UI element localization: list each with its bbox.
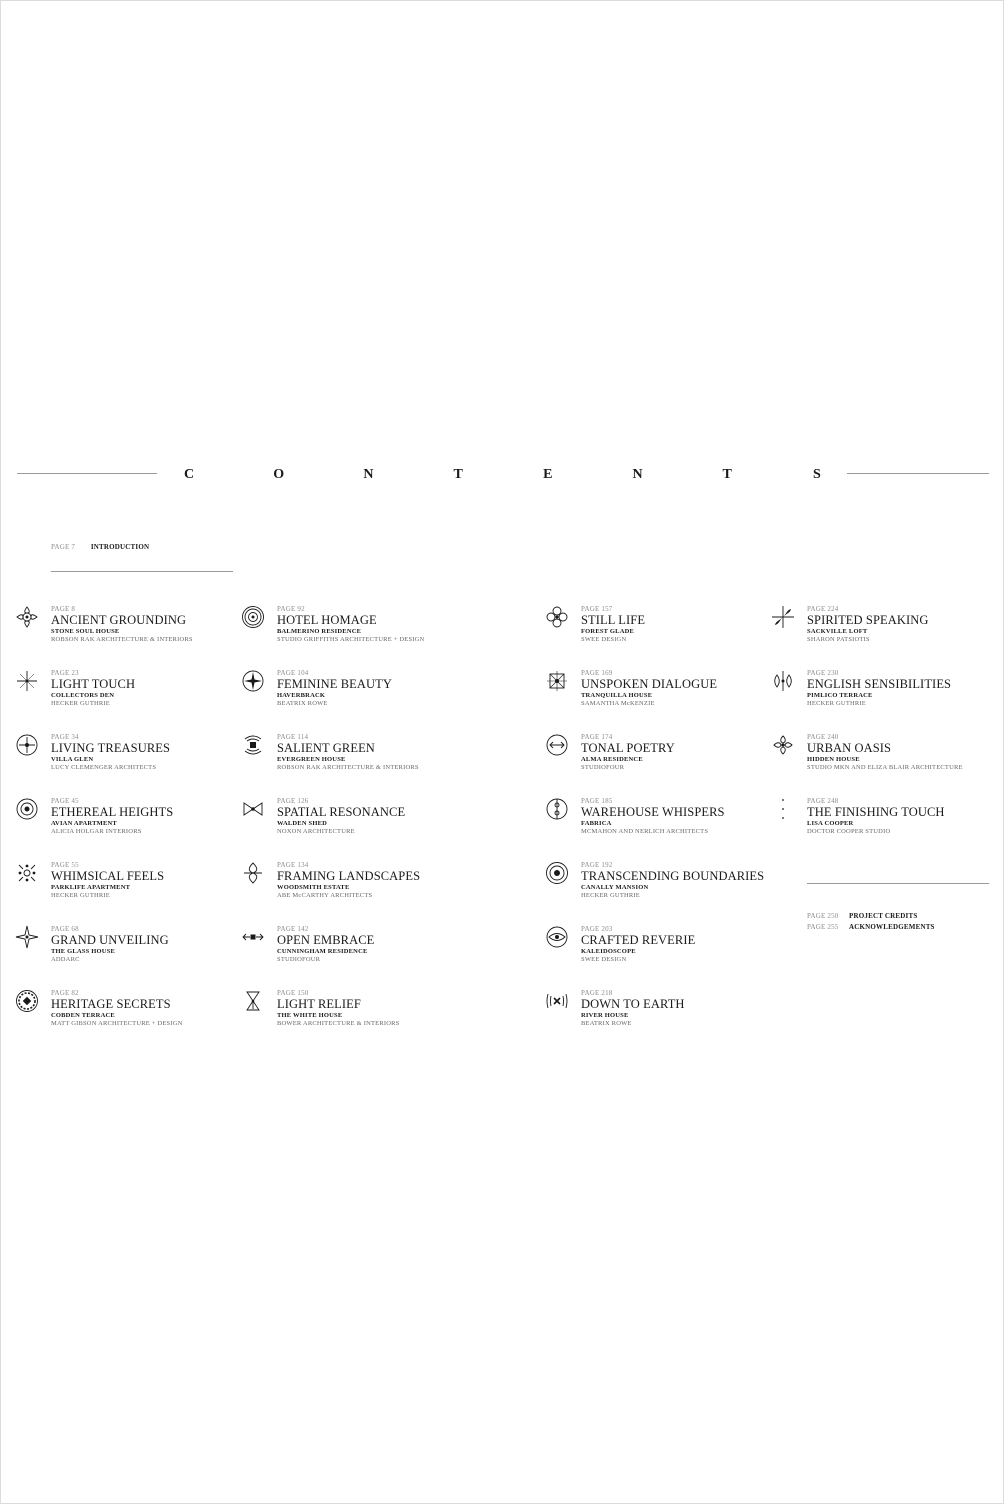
ornament-eye-icon [545,925,569,949]
ornament-leaf-icon [241,861,265,885]
ornament-arcs-icon [241,733,265,757]
entry-text [277,797,405,836]
entry-title: OPEN EMBRACE [277,933,375,947]
entry-text [51,925,169,964]
entry-text [277,669,392,708]
entry-text [277,925,374,964]
entry-page-number: PAGE 8 [51,605,76,613]
ornament-cross-leaf-icon [771,605,795,629]
entry-designer: STUDIOFOUR [581,764,625,771]
entry-title: HERITAGE SECRETS [51,997,171,1011]
contents-entry[interactable] [545,985,771,1049]
contents-column-1 [15,601,241,1049]
heading-letter: S [813,467,821,482]
entry-page-number: PAGE 134 [277,861,309,869]
ornament-sun-icon [15,797,39,821]
contents-entry[interactable] [771,665,997,729]
heading-letter: N [363,467,374,482]
entry-title: SALIENT GREEN [277,741,375,755]
entry-title: LIVING TREASURES [51,741,171,755]
entry-project-name: WALDEN SHED [277,820,328,827]
entry-designer: SAMANTHA McKENZIE [581,700,655,707]
heading-rule-left [17,473,157,474]
entry-designer: BEATRIX ROWE [581,1020,632,1027]
end-matter-label: PROJECT CREDITS [849,912,918,920]
entry-title: GRAND UNVEILING [51,933,169,947]
entry-page-number: PAGE 192 [581,861,613,869]
contents-entry[interactable] [545,665,771,729]
entry-page-number: PAGE 157 [581,605,613,613]
ornament-flower-icon [771,733,795,757]
ornament-bowtie-icon [241,797,265,821]
end-matter-rule [807,883,989,884]
entry-designer: MATT GIBSON ARCHITECTURE + DESIGN [51,1020,183,1027]
heading-letter: N [632,467,643,482]
entry-text [51,605,193,644]
contents-entry[interactable] [15,601,241,665]
entry-text [581,605,645,644]
entry-title: HOTEL HOMAGE [277,613,377,627]
entry-page-number: PAGE 68 [51,925,79,933]
entry-project-name: AVIAN APARTMENT [51,820,117,827]
entry-text [807,797,945,836]
contents-entry[interactable] [241,985,467,1049]
ornament-medallion-icon [241,605,265,629]
ornament-circle-star-icon [241,669,265,693]
entry-project-name: FABRICA [581,820,612,827]
entry-project-name: PIMLICO TERRACE [807,692,873,699]
entry-title: STILL LIFE [581,613,646,627]
contents-column-3 [545,601,771,1049]
entry-text [51,861,164,900]
entry-project-name: THE WHITE HOUSE [277,1012,343,1019]
entry-designer: ROBSON RAK ARCHITECTURE & INTERIORS [51,636,193,643]
ornament-lattice-icon [545,669,569,693]
entry-text [581,861,764,900]
end-matter-item[interactable] [807,922,935,933]
entry-project-name: HAVERBRACK [277,692,326,699]
entry-text [581,797,725,836]
contents-entry[interactable] [241,793,467,857]
entry-page-number: PAGE 23 [51,669,79,677]
entry-designer: HECKER GUTHRIE [581,892,640,899]
entry-designer: ADDARC [51,956,80,963]
entry-project-name: COBDEN TERRACE [51,1012,115,1019]
entry-title: ENGLISH SENSIBILITIES [807,677,952,691]
heading-letter: T [453,467,463,482]
entry-text [51,669,135,708]
entry-project-name: HIDDEN HOUSE [807,756,860,763]
end-matter-page: PAGE 250 [807,912,839,920]
contents-entry[interactable] [771,729,997,793]
entry-designer: LUCY CLEMENGER ARCHITECTS [51,764,157,771]
entry-project-name: EVERGREEN HOUSE [277,756,346,763]
entry-designer: SWEE DESIGN [581,956,627,963]
contents-entry[interactable] [771,601,997,665]
entry-text [277,605,424,644]
entry-title: FRAMING LANDSCAPES [277,869,421,883]
entry-title: TONAL POETRY [581,741,675,755]
ornament-compass-icon [15,925,39,949]
entry-designer: HECKER GUTHRIE [51,700,110,707]
ornament-arrows-icon [241,925,265,949]
ornament-circle-cross-icon [15,733,39,757]
ornament-star-icon [15,669,39,693]
entry-project-name: KALEIDOSCOPE [581,948,636,955]
entry-title: WAREHOUSE WHISPERS [581,805,725,819]
entry-page-number: PAGE 92 [277,605,305,613]
entry-project-name: BALMERINO RESIDENCE [277,628,362,635]
entry-page-number: PAGE 248 [807,797,839,805]
ornament-circle-lines-icon [545,797,569,821]
entry-project-name: LISA COOPER [807,820,854,827]
contents-entry[interactable] [241,601,467,665]
ornament-quatrefoil-icon [545,605,569,629]
end-matter-page: PAGE 255 [807,923,839,931]
ornament-target-icon [545,861,569,885]
ornament-rosette-icon [15,605,39,629]
entry-page-number: PAGE 82 [51,989,79,997]
contents-entry[interactable] [545,601,771,665]
entry-designer: STUDIO GRIFFITHS ARCHITECTURE + DESIGN [277,636,425,643]
end-matter-label: ACKNOWLEDGEMENTS [849,923,935,931]
ornament-tulips-icon [771,669,795,693]
entry-designer: NOXON ARCHITECTURE [277,828,355,835]
entry-project-name: WOODSMITH ESTATE [277,884,350,891]
entry-project-name: TRANQUILLA HOUSE [581,692,653,699]
entry-page-number: PAGE 224 [807,605,839,613]
entry-project-name: CANALLY MANSION [581,884,649,891]
entry-text [51,797,173,836]
contents-entry[interactable] [545,793,771,857]
ornament-burst-icon [545,989,569,1013]
entry-title: SPIRITED SPEAKING [807,613,929,627]
entry-text [807,669,951,708]
entry-designer: ABE McCARTHY ARCHITECTS [277,892,373,899]
entry-designer: MCMAHON AND NERLICH ARCHITECTS [581,828,709,835]
entry-title: ETHEREAL HEIGHTS [51,805,174,819]
entry-text [51,989,182,1028]
entry-page-number: PAGE 55 [51,861,79,869]
entry-designer: BOWER ARCHITECTURE & INTERIORS [277,1020,400,1027]
entry-text [807,605,929,644]
entry-designer: ROBSON RAK ARCHITECTURE & INTERIORS [277,764,419,771]
entry-page-number: PAGE 203 [581,925,613,933]
entry-text [807,733,963,772]
contents-entry[interactable] [771,793,997,857]
entry-designer: STUDIOFOUR [277,956,321,963]
entry-page-number: PAGE 104 [277,669,309,677]
entry-title: THE FINISHING TOUCH [807,805,945,819]
entry-page-number: PAGE 142 [277,925,309,933]
entry-project-name: VILLA GLEN [51,756,94,763]
end-matter-item[interactable] [807,911,935,922]
contents-entry[interactable] [241,729,467,793]
contents-entry[interactable] [15,985,241,1049]
entry-project-name: RIVER HOUSE [581,1012,629,1019]
ornament-dots-icon [15,861,39,885]
entry-project-name: STONE SOUL HOUSE [51,628,120,635]
entry-project-name: THE GLASS HOUSE [51,948,116,955]
entry-title: UNSPOKEN DIALOGUE [581,677,718,691]
entry-project-name: FOREST GLADE [581,628,635,635]
heading-letter: T [722,467,732,482]
entry-text [277,861,420,900]
entry-project-name: PARKLIFE APARTMENT [51,884,131,891]
entry-designer: HECKER GUTHRIE [51,892,110,899]
entry-text [581,989,685,1028]
intro-label: INTRODUCTION [90,543,150,551]
entry-page-number: PAGE 150 [277,989,309,997]
entry-title: ANCIENT GROUNDING [51,613,187,627]
contents-entry[interactable] [241,921,467,985]
entry-page-number: PAGE 45 [51,797,79,805]
ornament-seal-icon [15,989,39,1013]
entry-designer: BEATRIX ROWE [277,700,328,707]
entry-page-number: PAGE 218 [581,989,613,997]
entry-title: TRANSCENDING BOUNDARIES [581,869,765,883]
ornament-ring-arrows-icon [545,733,569,757]
entry-designer: ALICIA HOLGAR INTERIORS [51,828,142,835]
contents-column-2 [241,601,467,1049]
ornament-dots-vertical-icon [771,797,795,821]
entry-designer: STUDIO MKN AND ELIZA BLAIR ARCHITECTURE [807,764,963,771]
contents-entry[interactable] [241,665,467,729]
intro-page-number: PAGE 7 [51,543,76,551]
entry-page-number: PAGE 34 [51,733,79,741]
entry-title: URBAN OASIS [807,741,892,755]
end-matter-list [807,911,935,933]
entry-designer: SHARON PATSIOTIS [807,636,870,643]
entry-title: FEMININE BEAUTY [277,677,393,691]
entry-project-name: SACKVILLE LOFT [807,628,868,635]
entry-page-number: PAGE 126 [277,797,309,805]
entry-page-number: PAGE 174 [581,733,613,741]
contents-entry[interactable] [15,857,241,921]
entry-project-name: CUNNINGHAM RESIDENCE [277,948,368,955]
heading-letter: O [273,467,285,482]
entry-title: DOWN TO EARTH [581,997,685,1011]
entry-title: LIGHT RELIEF [277,997,361,1011]
entry-text [277,989,399,1028]
entry-text [581,733,675,772]
entry-page-number: PAGE 114 [277,733,309,741]
entry-title: LIGHT TOUCH [51,677,136,691]
entry-project-name: ALMA RESIDENCE [581,756,643,763]
contents-entry[interactable] [15,665,241,729]
contents-column-4 [771,601,997,857]
contents-heading [183,465,823,485]
contents-entry[interactable] [241,857,467,921]
entry-title: CRAFTED REVERIE [581,933,696,947]
contents-entry[interactable] [545,921,771,985]
heading-letter: C [183,467,195,482]
intro-entry[interactable] [51,543,149,552]
entry-project-name: COLLECTORS DEN [51,692,115,699]
entry-page-number: PAGE 230 [807,669,839,677]
entry-page-number: PAGE 169 [581,669,613,677]
heading-rule-right [847,473,989,474]
entry-text [51,733,170,772]
entry-page-number: PAGE 185 [581,797,613,805]
entry-designer: SWEE DESIGN [581,636,627,643]
entry-designer: DOCTOR COOPER STUDIO [807,828,891,835]
intro-rule [51,571,233,572]
contents-entry[interactable] [545,857,771,921]
contents-entry[interactable] [15,793,241,857]
entry-title: WHIMSICAL FEELS [51,869,165,883]
entry-designer: HECKER GUTHRIE [807,700,866,707]
entry-text [277,733,419,772]
entry-text [581,925,695,964]
entry-text [581,669,717,708]
contents-entry[interactable] [15,729,241,793]
heading-letter: E [543,467,553,482]
entry-page-number: PAGE 240 [807,733,839,741]
entry-title: SPATIAL RESONANCE [277,805,406,819]
contents-entry[interactable] [15,921,241,985]
contents-entry[interactable] [545,729,771,793]
ornament-hourglass-icon [241,989,265,1013]
